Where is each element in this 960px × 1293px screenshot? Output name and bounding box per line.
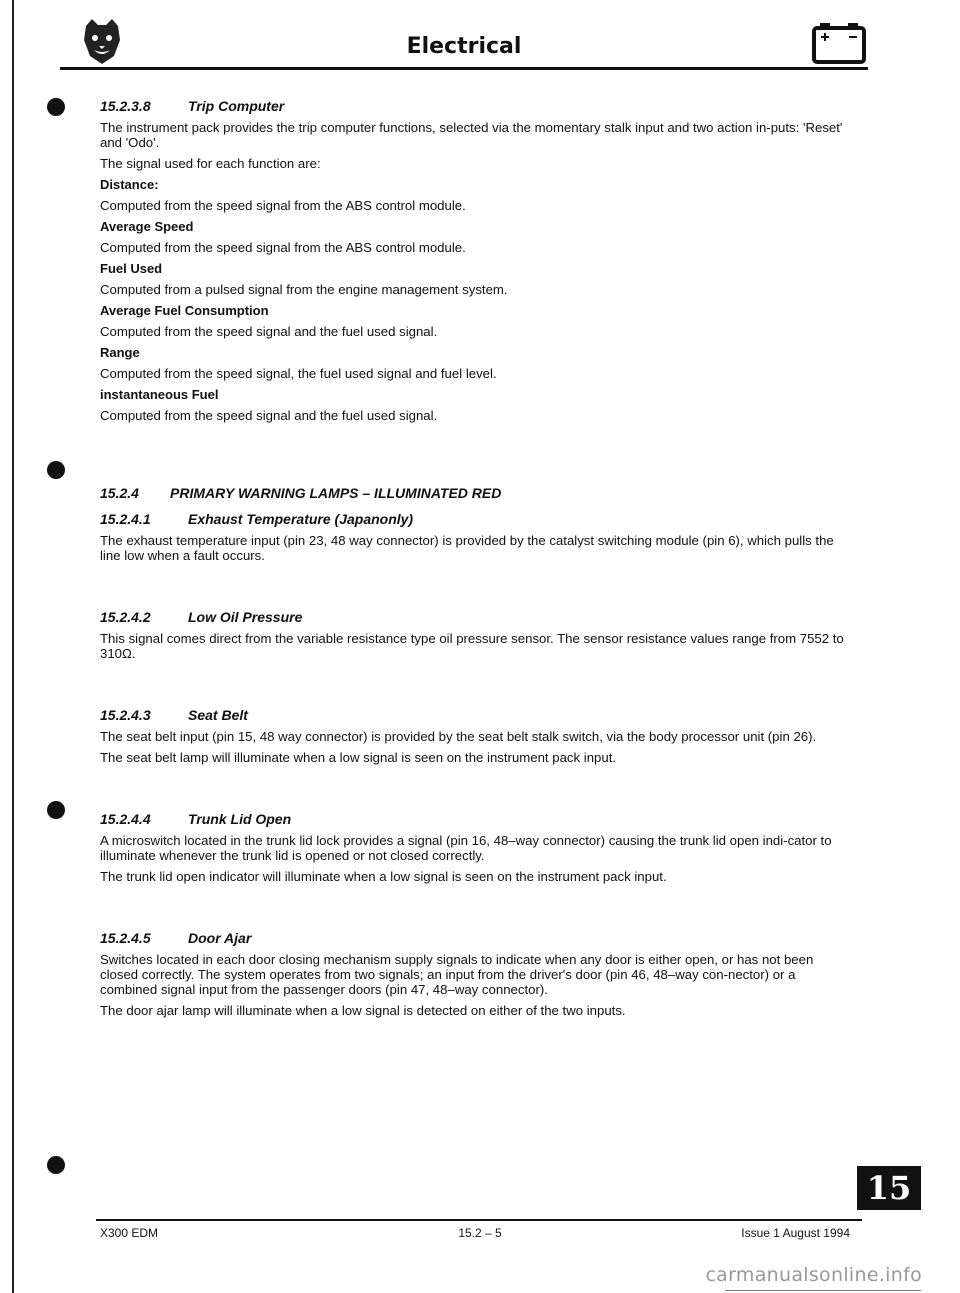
function-label: Distance: — [100, 177, 159, 192]
function-text: Computed from the speed signal from the ABS control module. — [100, 198, 466, 213]
function-label: instantaneous Fuel — [100, 387, 219, 402]
chapter-tab: 15 — [857, 1166, 921, 1210]
footer-issue: Issue 1 August 1994 — [741, 1226, 850, 1240]
section-heading: 15.2.4.1 Exhaust Temperature (Japanonly) — [100, 511, 414, 527]
body-paragraph: The door ajar lamp will illuminate when a low signal is detected on either of the two inputs. — [100, 1003, 626, 1018]
section-heading: 15.2.4.5 Door Ajar — [100, 930, 252, 946]
function-text: Computed from the speed signal and the fuel used signal. — [100, 408, 438, 423]
binder-hole-mark — [47, 98, 65, 116]
section-heading: 15.2.4.2 Low Oil Pressure — [100, 609, 303, 625]
watermark: carmanualsonline.info — [705, 1264, 922, 1286]
function-text: Computed from a pulsed signal from the engine management system. — [100, 282, 508, 297]
body-paragraph: A microswitch located in the trunk lid lock provides a signal (pin 16, 48–way connector) causing the trunk lid open indi-cator to illuminate whenever the trunk lid is opened or not closed correctly. — [100, 833, 832, 863]
section-heading: 15.2.4.4 Trunk Lid Open — [100, 811, 292, 827]
body-paragraph: The trunk lid open indicator will illuminate when a low signal is seen on the instrument pack input. — [100, 869, 667, 884]
body-paragraph: The instrument pack provides the trip computer functions, selected via the momentary stalk input and two action in-puts: 'Reset' and 'Odo'. — [100, 120, 843, 150]
function-label: Average Fuel Consumption — [100, 303, 269, 318]
page-number: 15.2 – 5 — [458, 1226, 502, 1240]
body-paragraph: The signal used for each function are: — [100, 156, 321, 171]
page-header — [60, 14, 868, 70]
function-text: Computed from the speed signal, the fuel used signal and fuel level. — [100, 366, 497, 381]
footer-left: X300 EDM — [100, 1226, 159, 1240]
section-heading: 15.2.4.3 Seat Belt — [100, 707, 248, 723]
page-title: Electrical — [406, 34, 522, 59]
body-paragraph: The exhaust temperature input (pin 23, 48 way connector) is provided by the catalyst switching module (pin 6), which pulls the line low when a fault occurs. — [100, 533, 834, 563]
binding-line — [12, 0, 14, 1293]
function-text: Computed from the speed signal from the ABS control module. — [100, 240, 466, 255]
function-label: Fuel Used — [100, 261, 163, 276]
section-heading: 15.2.3.8 Trip Computer — [100, 98, 285, 114]
binder-hole-mark — [47, 801, 65, 819]
section-heading-major: 15.2.4 PRIMARY WARNING LAMPS – ILLUMINATED RED — [100, 485, 502, 501]
body-paragraph: This signal comes direct from the variable resistance type oil pressure sensor. The sensor resistance values range from 7552 to 310Ω. — [100, 631, 844, 661]
function-label: Average Speed — [100, 219, 194, 234]
header-rule — [60, 67, 868, 70]
battery-icon — [812, 22, 866, 64]
watermark-underline — [725, 1290, 921, 1291]
body-paragraph: Switches located in each door closing mechanism supply signals to indicate when any door is either open, or has not been closed correctly. The system operates from two signals; an input from the driver's door (pin 46, 48–way con-nector) or a combined signal input from the passenger doors (pin 47, 48–way connector). — [100, 952, 814, 997]
footer-rule — [96, 1219, 862, 1221]
function-label: Range — [100, 345, 140, 360]
function-text: Computed from the speed signal and the fuel used signal. — [100, 324, 438, 339]
page-body — [100, 98, 852, 1024]
binder-hole-mark — [47, 461, 65, 479]
binder-hole-mark — [47, 1156, 65, 1174]
body-paragraph: The seat belt lamp will illuminate when a low signal is seen on the instrument pack input. — [100, 750, 617, 765]
body-paragraph: The seat belt input (pin 15, 48 way connector) is provided by the seat belt stalk switch, via the body processor unit (pin 26). — [100, 729, 817, 744]
